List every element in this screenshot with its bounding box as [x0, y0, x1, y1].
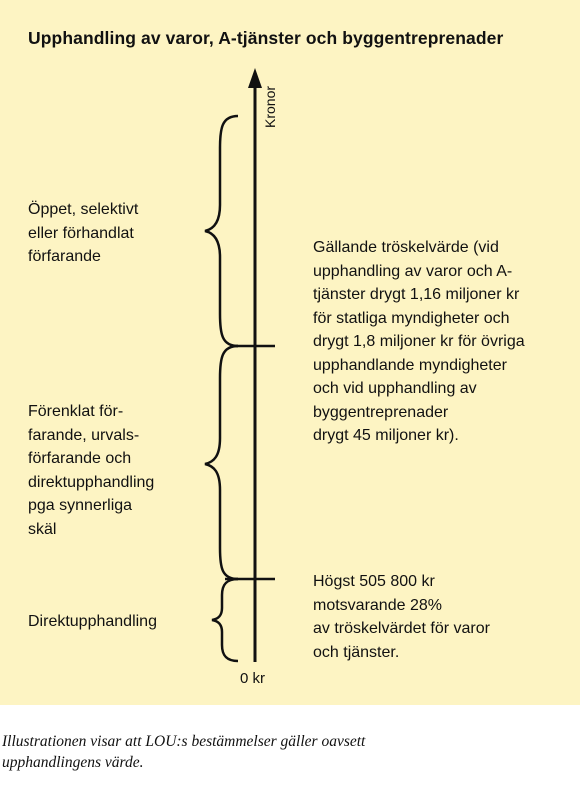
brace-bottom	[212, 579, 238, 661]
direct-procurement-note: Högst 505 800 kr motsvarande 28% av tröskelvärdet för varor och tjänster.	[313, 573, 490, 661]
axis-label: Kronor	[262, 85, 278, 128]
brace-top	[205, 116, 238, 346]
procedure-label-open: Öppet, selektivt eller förhandlat förfarande	[28, 201, 139, 265]
brace-middle	[205, 346, 238, 579]
axis-origin-label: 0 kr	[240, 670, 266, 687]
procedure-label-direct: Direktupphandling	[28, 613, 157, 630]
axis-arrow-head	[248, 68, 262, 88]
procedure-label-simplified: Förenklat för- farande, urvals- förfarande och direktupphandling pga synnerliga skäl	[28, 403, 155, 538]
threshold-note: Gällande tröskelvärde (vid upphandling av varor och A- tjänster drygt 1,16 miljoner kr för statliga myndigheter och drygt 1,8 miljoner kr för övriga upphandlande myndigheter och vid upphandling av byggentreprenader drygt 45 miljoner kr).	[313, 239, 525, 444]
figure-caption: Illustrationen visar att LOU:s bestämmelser gäller oavsett upphandlingens värde.	[2, 733, 366, 771]
diagram-title: Upphandling av varor, A-tjänster och byggentreprenader	[28, 28, 504, 48]
